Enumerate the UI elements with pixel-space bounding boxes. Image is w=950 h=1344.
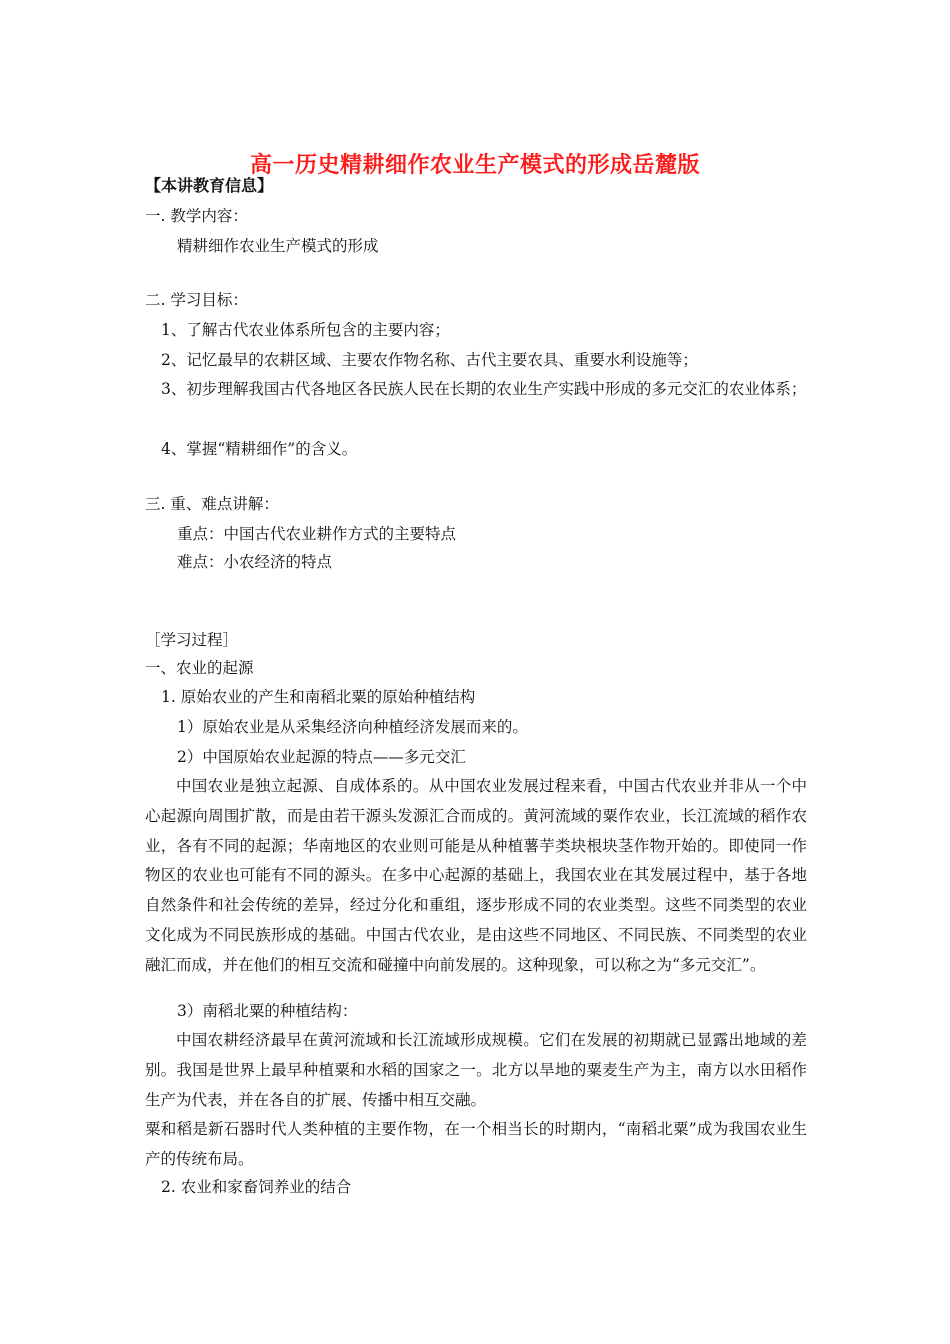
content-heading: 一. 教学内容： [145,207,248,225]
point-1: 1）原始农业是从采集经济向种植经济发展而来的。 [177,718,528,736]
paragraph-south-rice-north-millet: 粟和稻是新石器时代人类种植的主要作物，在一个相当长的时期内，“南稻北粟”成为我国农业生产的传统布局。 [145,1120,807,1168]
paragraph-multi-origin: 中国农业是独立起源、自成体系的。从中国农业发展过程来看，中国古代农业并非从一个中心起源向周围扩散，而是由若干源头发源汇合而成的。黄河流域的粟作农业，长江流域的稻作农业，各有不同的起源；华南地区的农业则可能是从种植薯芋类块根块茎作物开始的。即使同一作物区的农业也可能有不同的源头。在多中心起源的基础上，我国农业在其发展过程中，基于各地自然条件和社会传统的差异，经过分化和重组，逐步形成不同的农业类型。这些不同类型的农业文化成为不同民族形成的基础。中国古代农业，是由这些不同地区、不同民族、不同类型的农业融汇而成，并在他们的相互交流和碰撞中向前发展的。这种现象，可以称之为“多元交汇”。 [145,777,807,974]
document-title: 高一历史精耕细作农业生产模式的形成岳麓版 [249,152,700,178]
goals-heading: 二. 学习目标： [145,291,248,309]
process-heading: ［学习过程］ [145,631,239,649]
goal-item-3: 3、初步理解我国古代各地区各民族人民在长期的农业生产实践中形成的多元交汇的农业体系； [161,380,807,398]
goal-item-1: 1、了解古代农业体系所包含的主要内容； [161,321,450,339]
section-info-heading: 【本讲教育信息】 [145,176,274,195]
paragraph-planting-structure: 中国农耕经济最早在黄河流域和长江流域形成规模。它们在发展的初期就已显露出地域的差别。我国是世界上最早种植粟和水稻的国家之一。北方以旱地的粟麦生产为主，南方以水田稻作生产为代表，并在各自的扩展、传播中相互交融。 [145,1031,807,1109]
goal-item-4: 4、掌握“精耕细作”的含义。 [161,440,358,458]
goal-item-2: 2、记忆最早的农耕区域、主要农作物名称、古代主要农具、重要水利设施等； [161,351,698,369]
point-3: 3）南稻北粟的种植结构： [177,1002,358,1020]
sub-1-heading: 1. 原始农业的产生和南稻北粟的原始种植结构 [161,688,476,706]
sub-2-heading: 2. 农业和家畜饲养业的结合 [161,1178,352,1196]
key-points-heading: 三. 重、难点讲解： [145,495,279,513]
key-point-difficulty: 难点：小农经济的特点 [177,553,333,571]
key-point-focus: 重点：中国古代农业耕作方式的主要特点 [177,525,457,543]
content-item: 精耕细作农业生产模式的形成 [177,237,379,255]
part-1-heading: 一、农业的起源 [145,659,254,677]
point-2: 2）中国原始农业起源的特点——多元交汇 [177,748,466,766]
